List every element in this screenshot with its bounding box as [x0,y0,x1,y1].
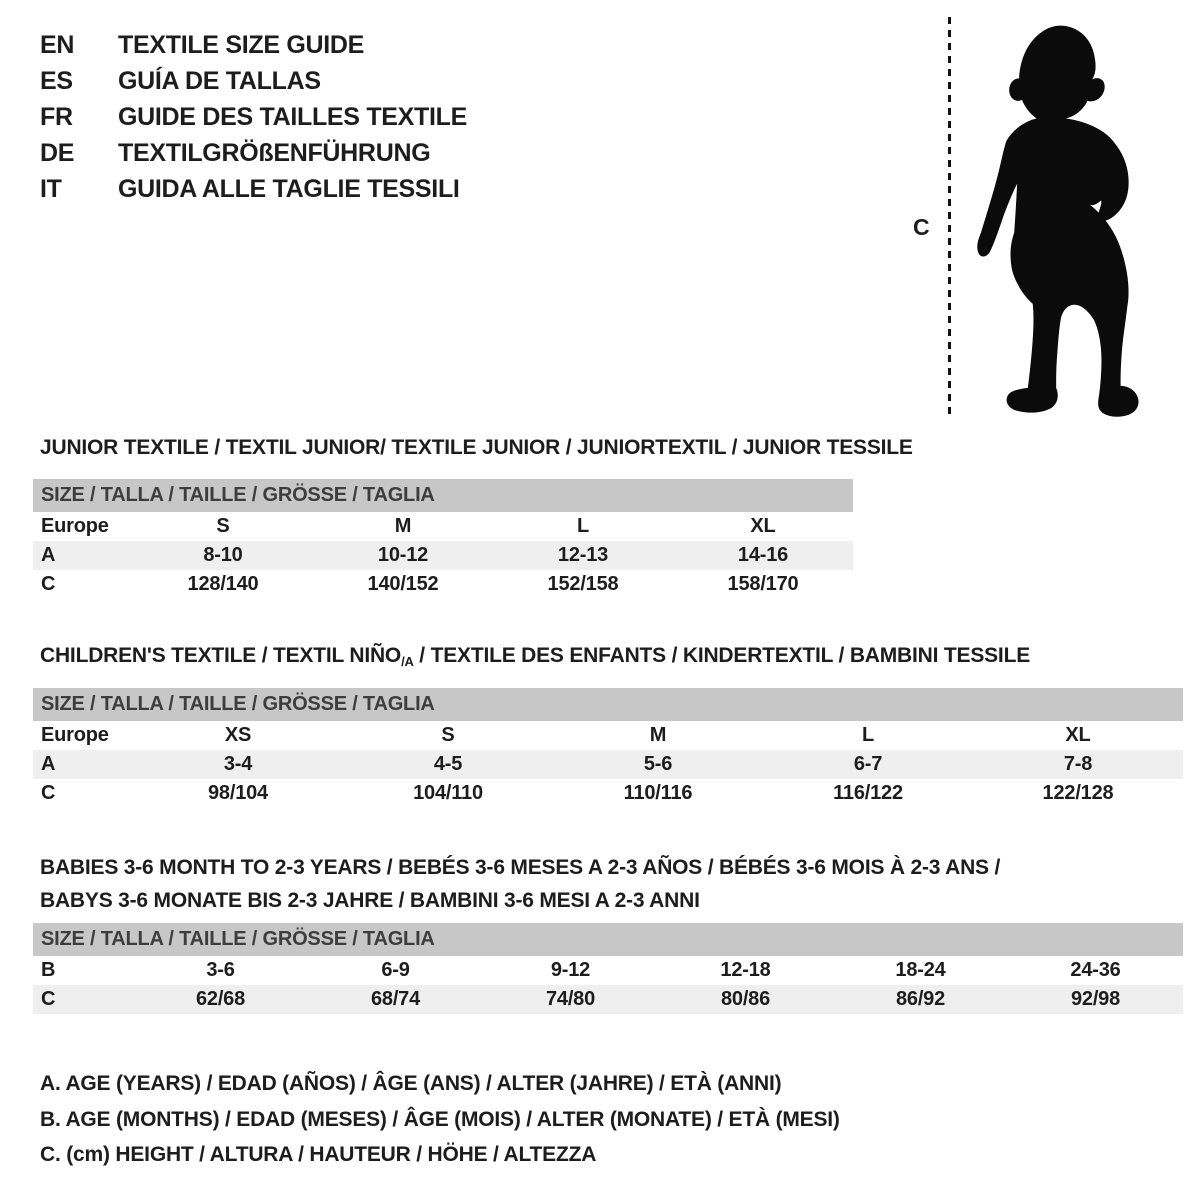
height-cell: 92/98 [1070,988,1121,1010]
legend-line-a: A. AGE (YEARS) / EDAD (AÑOS) / ÂGE (ANS) / ALTER (JAHRE) / ETÀ (ANNI) [40,1072,782,1095]
height-cell: 122/128 [1042,782,1114,804]
lang-row-de [40,135,467,171]
size-cell: S [216,515,230,537]
height-cell: 152/158 [547,573,619,595]
height-cell: 116/122 [833,782,903,804]
months-cell: 3-6 [206,959,235,981]
lang-title: GUIDE DES TAILLES TEXTILE [118,103,468,131]
row-label: Europe [41,724,109,746]
table-row-months [33,956,1183,985]
lang-title: GUÍA DE TALLAS [118,67,321,95]
age-cell: 4-5 [433,753,463,775]
children-title-pre: CHILDREN'S TEXTILE / TEXTIL NIÑO [40,644,402,667]
height-cell: 158/170 [727,573,799,595]
size-cell: M [394,515,412,537]
height-dashed-line [948,17,951,415]
table-row-height [33,570,853,599]
toddler-silhouette-icon [960,12,1166,422]
size-cell: M [649,724,667,746]
size-cell: XL [750,515,776,537]
height-cell: 140/152 [367,573,439,595]
height-cell: 86/92 [895,988,946,1010]
row-label: C [41,988,56,1010]
height-cell: 98/104 [208,782,268,804]
height-cell: 80/86 [720,988,771,1010]
table-row-europe [33,512,853,541]
age-cell: 7-8 [1063,753,1093,775]
children-title-post: / TEXTILE DES ENFANTS / KINDERTEXTIL / BAMBINI TESSILE [413,644,1031,667]
size-cell: L [861,724,875,746]
language-header [40,27,467,207]
row-label: Europe [41,515,109,537]
lang-code: FR [40,103,73,131]
age-cell: 10-12 [377,544,429,566]
table-header: SIZE / TALLA / TAILLE / GRÖSSE / TAGLIA [33,479,853,512]
months-cell: 6-9 [381,959,410,981]
height-measure-figure [905,12,1175,422]
row-label: C [41,573,56,595]
children-title-sub: /A [401,654,414,669]
size-cell: XS [224,724,252,746]
months-cell: 9-12 [550,959,591,981]
lang-title: TEXTILGRÖßENFÜHRUNG [118,139,431,167]
height-cell: 74/80 [545,988,596,1010]
legend-line-b: B. AGE (MONTHS) / EDAD (MESES) / ÂGE (MOIS) / ALTER (MONATE) / ETÀ (MESI) [40,1107,840,1131]
lang-code: ES [40,67,73,95]
height-cell: 68/74 [370,988,421,1010]
lang-title: GUIDA ALLE TAGLIE TESSILI [118,175,460,203]
age-cell: 14-16 [737,544,789,566]
height-cell: 104/110 [413,782,483,804]
table-header: SIZE / TALLA / TAILLE / GRÖSSE / TAGLIA [33,688,1183,721]
months-cell: 24-36 [1070,959,1121,981]
months-cell: 18-24 [895,959,946,981]
height-measure-label: C [913,214,930,240]
row-label: A [41,753,56,775]
legend-line-c: C. (cm) HEIGHT / ALTURA / HAUTEUR / HÖHE / ALTEZZA [40,1143,597,1166]
lang-row-es [40,63,467,99]
legend [40,1066,840,1173]
junior-size-table [33,479,853,599]
size-cell: L [576,515,590,537]
babies-title-line1: BABIES 3-6 MONTH TO 2-3 YEARS / BEBÉS 3-6 MESES A 2-3 AÑOS / BÉBÉS 3-6 MOIS À 2-3 ANS / [40,856,1001,879]
babies-title-line2: BABYS 3-6 MONATE BIS 2-3 JAHRE / BAMBINI 3-6 MESI A 2-3 ANNI [40,889,700,912]
babies-section-title [40,851,1000,917]
junior-section-title: JUNIOR TEXTILE / TEXTIL JUNIOR/ TEXTILE JUNIOR / JUNIORTEXTIL / JUNIOR TESSILE [40,436,913,459]
size-cell: XL [1065,724,1091,746]
age-cell: 5-6 [643,753,673,775]
size-cell: S [441,724,455,746]
row-label: B [41,959,56,981]
age-cell: 3-4 [223,753,253,775]
table-row-age [33,541,853,570]
children-size-table [33,688,1183,808]
age-cell: 12-13 [557,544,609,566]
row-label: A [41,544,56,566]
months-cell: 12-18 [720,959,771,981]
table-row-height [33,985,1183,1014]
lang-row-fr [40,99,467,135]
babies-size-table [33,923,1183,1014]
table-row-height [33,779,1183,808]
lang-code: EN [40,31,75,59]
age-cell: 8-10 [203,544,243,566]
lang-title: TEXTILE SIZE GUIDE [118,31,365,59]
lang-code: IT [40,175,62,203]
height-cell: 62/68 [195,988,246,1010]
children-section-title [40,644,1030,669]
table-row-europe [33,721,1183,750]
row-label: C [41,782,56,804]
lang-code: DE [40,139,75,167]
age-cell: 6-7 [853,753,883,775]
height-cell: 128/140 [187,573,259,595]
height-cell: 110/116 [623,782,693,804]
lang-row-it [40,171,467,207]
lang-row-en [40,27,467,63]
table-row-age [33,750,1183,779]
table-header: SIZE / TALLA / TAILLE / GRÖSSE / TAGLIA [33,923,1183,956]
